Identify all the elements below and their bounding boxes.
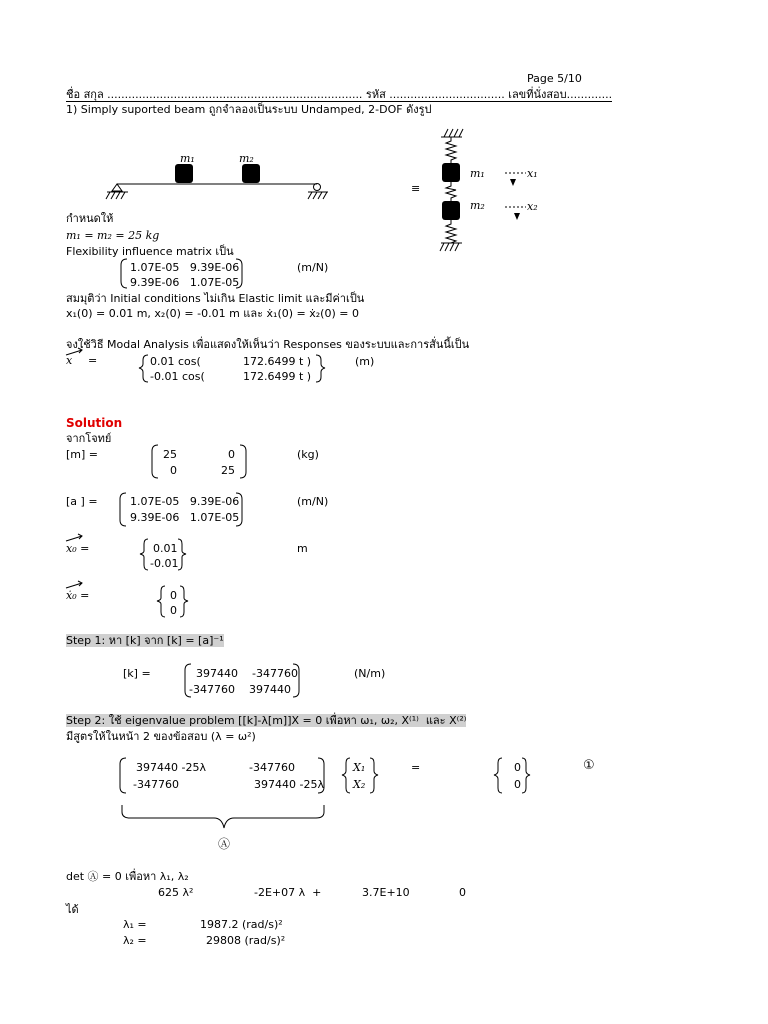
lambda-2-value: 29808 (rad/s)² [206, 934, 286, 947]
x1-coordinate-label: x₁ [527, 167, 538, 180]
initial-conditions-values: x₁(0) = 0.01 m, x₂(0) = -0.01 m และ ẋ₁(0) = ẋ₂(0) = 0 [66, 307, 359, 320]
flexibility-row-1: 1.07E-05 9.39E-06 [130, 261, 240, 274]
v0-lhs: ẋ₀ = [66, 589, 90, 602]
lambda-1-lhs: λ₁ = [123, 918, 147, 931]
v0-row-2: 0 [170, 604, 177, 617]
solution-heading: Solution [66, 416, 123, 430]
response-unit: (m) [355, 355, 375, 368]
mass-2-block [242, 164, 260, 183]
beam-m1-label: m₁ [180, 152, 195, 165]
x0-row-2: -0.01 [150, 557, 179, 570]
mass-values: m₁ = m₂ = 25 kg [66, 229, 160, 242]
x0-lhs: x₀ = [66, 542, 90, 555]
beam-m2-label: m₂ [239, 152, 254, 165]
v0-row-1: 0 [170, 589, 177, 602]
task-statement: จงใช้วิธี Modal Analysis เพื่อแสดงให้เห็นว่า Responses ของระบบและการสั่นนี้เป็น [66, 338, 470, 351]
from-problem-label: จากโจทย์ [66, 432, 112, 445]
initial-conditions-title: สมมุติว่า Initial conditions ไม่เกิน Elastic limit และมีค่าเป็น [66, 292, 365, 305]
flexibility-unit: (m/N) [297, 261, 329, 274]
vertical-m1-label: m₁ [470, 167, 485, 180]
matrix-a-label: Ⓐ [218, 837, 231, 851]
stiffness-matrix-row-2: -347760 397440 [189, 683, 291, 696]
page-number: Page 5/10 [527, 72, 582, 85]
flexibility-title: Flexibility influence matrix เป็น [66, 245, 234, 258]
equation-number-1: ① [583, 758, 595, 773]
response-equals: = [88, 354, 98, 367]
response-lhs: x [66, 354, 73, 367]
zero-vector-row-2: 0 [514, 778, 521, 791]
mass-1-vertical [442, 163, 460, 182]
mass-1-block [175, 164, 193, 183]
response-row-2-cos: -0.01 cos( [150, 370, 205, 383]
x2-coordinate-label: x₂ [527, 200, 538, 213]
formula-note: มีสูตรให้ในหน้า 2 ของข้อสอบ (λ = ω²) [66, 730, 256, 743]
flex-matrix-lhs: [a ] = [66, 495, 98, 508]
x0-unit: m [297, 542, 308, 555]
stiffness-matrix-lhs: [k] = [123, 667, 151, 680]
response-row-1-cos: 0.01 cos( [150, 355, 201, 368]
flexibility-row-2: 9.39E-06 1.07E-05 [130, 276, 240, 289]
lambda-2-lhs: λ₂ = [123, 934, 147, 947]
x0-row-1: 0.01 [153, 542, 178, 555]
mass-matrix-r1c2: 0 [228, 448, 235, 461]
mass-matrix-lhs: [m] = [66, 448, 99, 461]
mass-matrix-r1c1: 25 [163, 448, 177, 461]
poly-rhs: 0 [459, 886, 466, 899]
eigen-matrix-r2c1: -347760 [133, 778, 179, 791]
eigen-matrix-r2c2: 397440 -25λ [254, 778, 324, 791]
flex-matrix-row-2: 9.39E-06 1.07E-05 [130, 511, 240, 524]
eigen-vector-x1: X₁ [353, 761, 366, 774]
poly-term-2: -2E+07 λ + [254, 886, 322, 899]
equivalent-symbol: ≡ [411, 182, 421, 195]
step-2-heading: Step 2: ใช้ eigenvalue problem [[k]-λ[m]]X = 0 เพื่อหา ω₁, ω₂, X⁽¹⁾ และ X⁽²⁾ [66, 714, 467, 727]
poly-term-1: 625 λ² [158, 886, 194, 899]
problem-title: 1) Simply suported beam ถูกจำลองเป็นระบบ Undamped, 2-DOF ดังรูป [66, 103, 432, 116]
lambda-1-value: 1987.2 (rad/s)² [200, 918, 283, 931]
vertical-m2-label: m₂ [470, 199, 485, 212]
step-1-heading: Step 1: หา [k] จาก [k] = [a]⁻¹ [66, 634, 224, 647]
name-id-field: ชื่อ สกุล ......................................................................... รหัส ................................. เลขที่นั่งสอบ............. [66, 88, 613, 101]
eigen-equals: = [411, 761, 421, 774]
flex-matrix-unit: (m/N) [297, 495, 329, 508]
mass-matrix-unit: (kg) [297, 448, 319, 461]
mass-matrix-r2c2: 25 [221, 464, 235, 477]
response-row-1-arg: 172.6499 t ) [243, 355, 312, 368]
eigen-matrix-r1c2: -347760 [249, 761, 295, 774]
mass-2-vertical [442, 201, 460, 220]
given-heading: กำหนดให้ [66, 212, 114, 225]
eigen-vector-x2: X₂ [353, 778, 366, 791]
mass-matrix-r2c1: 0 [170, 464, 177, 477]
result-label: ได้ [66, 903, 79, 916]
zero-vector-row-1: 0 [514, 761, 521, 774]
poly-term-3: 3.7E+10 [362, 886, 410, 899]
flex-matrix-row-1: 1.07E-05 9.39E-06 [130, 495, 240, 508]
stiffness-matrix-unit: (N/m) [354, 667, 386, 680]
response-row-2-arg: 172.6499 t ) [243, 370, 312, 383]
eigen-matrix-r1c1: 397440 -25λ [136, 761, 206, 774]
stiffness-matrix-row-1: 397440 -347760 [196, 667, 298, 680]
determinant-line: det Ⓐ = 0 เพื่อหา λ₁, λ₂ [66, 870, 189, 883]
